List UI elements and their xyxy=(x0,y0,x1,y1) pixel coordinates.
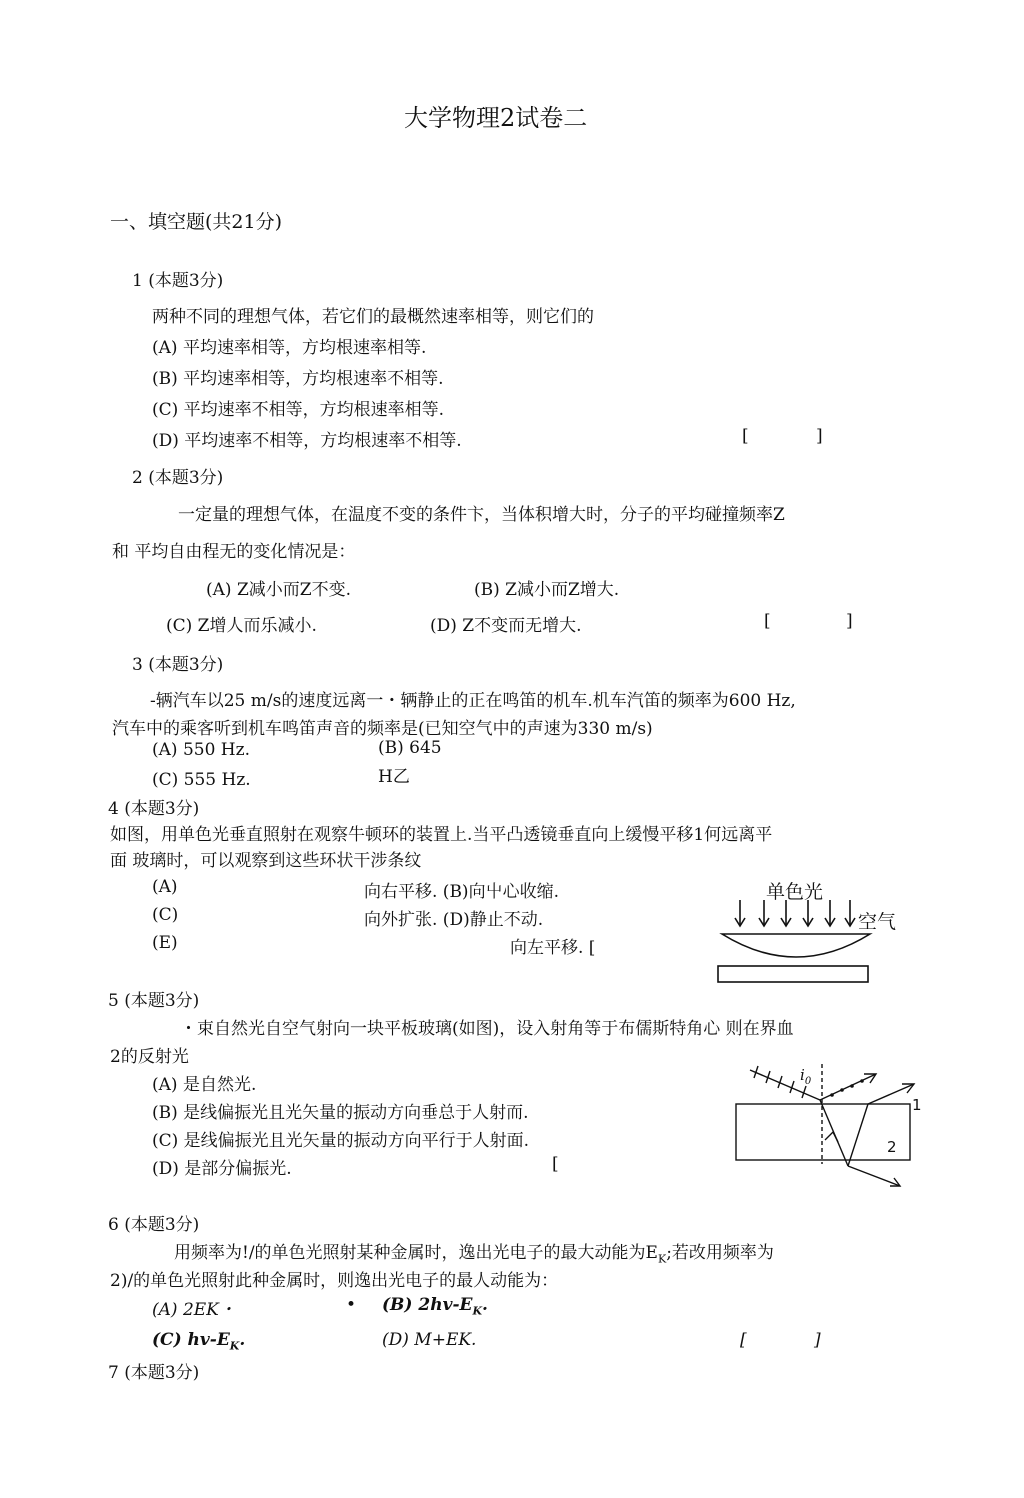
q3-option-a: (A) 550 Hz. xyxy=(152,740,250,760)
q6-answer-bracket-right: ] xyxy=(814,1330,821,1350)
q1-answer-bracket-left: [ xyxy=(742,426,749,446)
q6-option-c: (C) $hv-E_K$. xyxy=(152,1330,246,1353)
q5-option-b: (B) 是线偏振光且光矢量的振动方向垂总于人射而. xyxy=(152,1103,529,1123)
q5-stem-line2: 2的反射光 xyxy=(110,1047,189,1067)
q5-answer-bracket: [ xyxy=(552,1154,559,1174)
q1-option-a: (A) 平均速率相等，方均根速率相等. xyxy=(152,338,427,358)
q4-header: 4 (本题3分) xyxy=(108,799,200,819)
q6-option-d: (D) M+EK. xyxy=(382,1330,477,1350)
q5-option-d: (D) 是部分偏振光. xyxy=(152,1159,292,1179)
q3-stem-line1: -辆汽车以25 m/s的速度远离一・辆静止的正在鸣笛的机车.机车汽笛的频率为600 Hz, xyxy=(150,691,796,711)
q5-stem-line1: ・束自然光自空气射向一块平板玻璃(如图)，设入射角等于布儒斯特角心 则在界血 xyxy=(180,1019,794,1039)
q5-option-a: (A) 是自然光. xyxy=(152,1075,257,1095)
q4-option-e: 向左平移. [ xyxy=(510,938,596,958)
fig-label-air: 空气 xyxy=(858,912,897,933)
q2-answer-bracket-left: [ xyxy=(764,611,771,631)
q1-stem: 两种不同的理想气体，若它们的最概然速率相等，则它们的 xyxy=(152,307,594,327)
fig-label-monochromatic-light: 单色光 xyxy=(766,882,824,903)
q6-answer-bracket-left: [ xyxy=(740,1330,747,1350)
brewster-angle-figure xyxy=(730,1060,930,1195)
q2-option-b: (B) Z减小而Z增大. xyxy=(474,580,620,600)
q1-option-b: (B) 平均速率相等，方均根速率不相等. xyxy=(152,369,444,389)
q3-option-c: (C) 555 Hz. xyxy=(152,770,251,790)
q2-header: 2 (本题3分) xyxy=(132,468,224,488)
q3-option-b-unit: H乙 xyxy=(378,767,410,787)
q4-label-e: (E) xyxy=(152,933,178,953)
q7-header: 7 (本题3分) xyxy=(108,1363,200,1383)
q5-option-c: (C) 是线偏振光且光矢量的振动方向平行于人射面. xyxy=(152,1131,530,1151)
fig-label-interface-2: 2 xyxy=(887,1138,897,1156)
q2-answer-bracket-right: ] xyxy=(846,611,853,631)
q1-option-c: (C) 平均速率不相等，方均根速率相等. xyxy=(152,400,445,420)
q2-option-a: (A) Z减小而Z不变. xyxy=(206,580,351,600)
q3-option-b: (B) 645 xyxy=(378,738,442,758)
q2-stem-line1: 一定量的理想气体，在温度不变的条件卞，当体积增大时，分子的平均碰撞频率Z xyxy=(178,505,785,525)
q4-options-cd: 向外扩张. (D)静止不动. xyxy=(364,910,544,930)
q2-option-c: (C) Z增人而乐减小. xyxy=(166,616,317,636)
q4-label-c: (C) xyxy=(152,905,179,925)
section-heading: 一、填空题(共21分) xyxy=(110,211,283,233)
q2-option-d: (D) Z不变而无增大. xyxy=(430,616,582,636)
q3-header: 3 (本题3分) xyxy=(132,655,224,675)
q5-header: 5 (本题3分) xyxy=(108,991,200,1011)
q1-answer-bracket-right: ] xyxy=(816,426,823,446)
q4-options-ab: 向右平移. (B)向屮心收缩. xyxy=(364,882,559,902)
q6-separator-dot: • xyxy=(346,1295,357,1315)
q1-header: 1 (本题3分) xyxy=(132,271,224,291)
fig-angle-label: $i_0$ xyxy=(800,1066,812,1087)
q6-stem-line1: 用频率为!/的单色光照射某种金属时，逸出光电子的最大动能为$E_K$;若改用频率为 xyxy=(174,1243,774,1266)
q6-option-b: (B) $2hv-E_K$. xyxy=(382,1295,488,1318)
newton-rings-figure xyxy=(710,878,910,988)
q1-option-d: (D) 平均速率不相等，方均根速率不相等. xyxy=(152,431,462,451)
q4-stem-line2: 面 玻璃时，可以观察到这些环状干涉条纹 xyxy=(110,851,422,871)
q6-option-a: (A) 2EK・ xyxy=(152,1300,236,1320)
q4-label-a: (A) xyxy=(152,877,178,897)
q3-stem-line2: 汽车中的乘客听到机车鸣笛声音的频率是(已知空气中的声速为330 m/s) xyxy=(112,719,653,739)
q2-stem-line2: 和 平均自由程无的变化情况是： xyxy=(112,542,356,562)
page-title: 大学物理2试卷二 xyxy=(404,104,588,132)
q4-stem-line1: 如图，用单色光垂直照射在观察牛顿环的装置上.当平凸透镜垂直向上缓慢平移1何远离平 xyxy=(110,825,773,845)
fig-label-interface-1: 1 xyxy=(912,1096,922,1114)
q6-header: 6 (本题3分) xyxy=(108,1215,200,1235)
q6-stem-line2: 2)/的单色光照射此种金属时，则逸出光电子的最人动能为： xyxy=(110,1271,559,1291)
